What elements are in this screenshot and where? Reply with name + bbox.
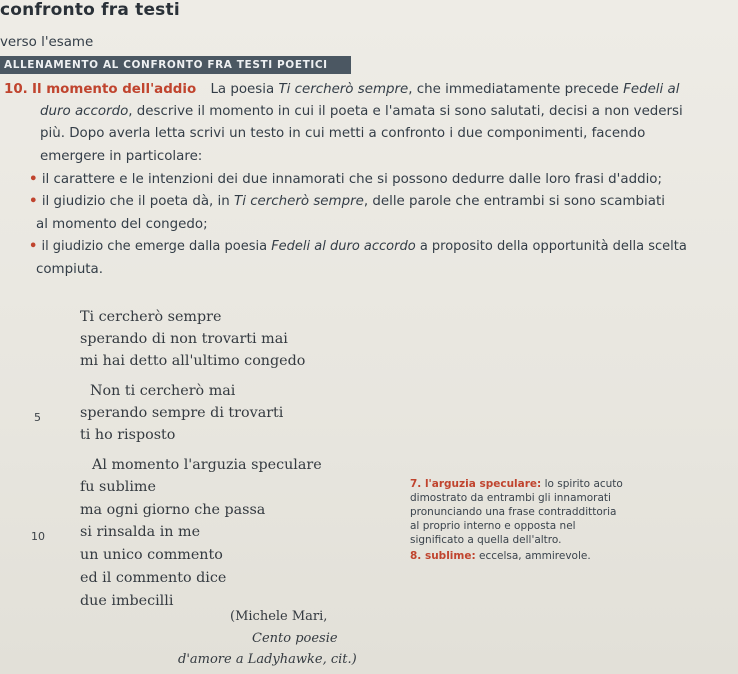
bullet-icon: • <box>29 194 38 209</box>
bullet-3: • il giudizio che emerge dalla poesia Fedeli al duro accordo a proposito della opportunità della scelta <box>29 239 687 254</box>
question-line-4: emergere in particolare: <box>40 149 203 164</box>
poem-line: un unico commento <box>80 547 223 563</box>
bullet-2-continuation: al momento del congedo; <box>36 217 208 232</box>
question-line-2: duro accordo, descrive il momento in cui il poeta e l'amata si sono salutati, decisi a non vedersi <box>40 104 683 119</box>
poem-line: Non ti cercherò mai <box>90 383 236 399</box>
exercise-banner: ALLENAMENTO AL CONFRONTO FRA TESTI POETICI <box>0 56 351 74</box>
poem-line: sperando di non trovarti mai <box>80 331 288 347</box>
citation-author: (Michele Mari, <box>230 609 328 624</box>
poem-title: Ti cercherò sempre <box>80 309 222 325</box>
line-number: 10 <box>31 530 45 543</box>
bullet-3-continuation: compiuta. <box>36 262 104 277</box>
poem-line: ma ogni giorno che passa <box>80 502 266 518</box>
line-number: 5 <box>34 411 41 424</box>
citation-work-continued: d'amore a Ladyhawke, cit.) <box>178 652 357 667</box>
poem-line: Al momento l'arguzia speculare <box>92 457 322 473</box>
note-7-line: pronunciando una frase contraddittoria <box>410 506 617 518</box>
question-line-3: più. Dopo averla letta scrivi un testo in cui metti a confronto i due componimenti, facendo <box>40 126 646 141</box>
bullet-icon: • <box>29 172 38 187</box>
note-8: 8. sublime: eccelsa, ammirevole. <box>410 550 591 562</box>
note-7: 7. l'arguzia speculare: lo spirito acuto <box>410 478 623 490</box>
section-subtitle: verso l'esame <box>0 35 94 50</box>
bullet-2: • il giudizio che il poeta dà, in Ti cercherò sempre, delle parole che entrambi si sono scambiati <box>29 194 665 209</box>
section-title: confronto fra testi <box>0 0 180 20</box>
poem-line: due imbecilli <box>80 593 174 609</box>
citation-work: Cento poesie <box>252 631 338 646</box>
poem-line: ti ho risposto <box>80 427 176 443</box>
note-7-line: significato a quella dell'altro. <box>410 534 562 546</box>
note-7-line: al proprio interno e opposta nel <box>410 520 576 532</box>
poem-line: sperando sempre di trovarti <box>80 405 284 421</box>
poem-line: fu sublime <box>80 479 156 495</box>
poem-line: ed il commento dice <box>80 570 227 586</box>
question-line-1: 10. Il momento dell'addio La poesia Ti cercherò sempre, che immediatamente precede Fedeli al <box>4 82 680 97</box>
note-7-line: dimostrato da entrambi gli innamorati <box>410 492 611 504</box>
poem-line: mi hai detto all'ultimo congedo <box>80 353 306 369</box>
bullet-icon: • <box>29 239 38 254</box>
bullet-1: • il carattere e le intenzioni dei due innamorati che si possono dedurre dalle loro frasi d'addio; <box>29 172 662 187</box>
poem-line: si rinsalda in me <box>80 524 201 540</box>
question-heading: Il momento dell'addio <box>32 82 197 97</box>
question-number: 10. <box>4 82 28 97</box>
